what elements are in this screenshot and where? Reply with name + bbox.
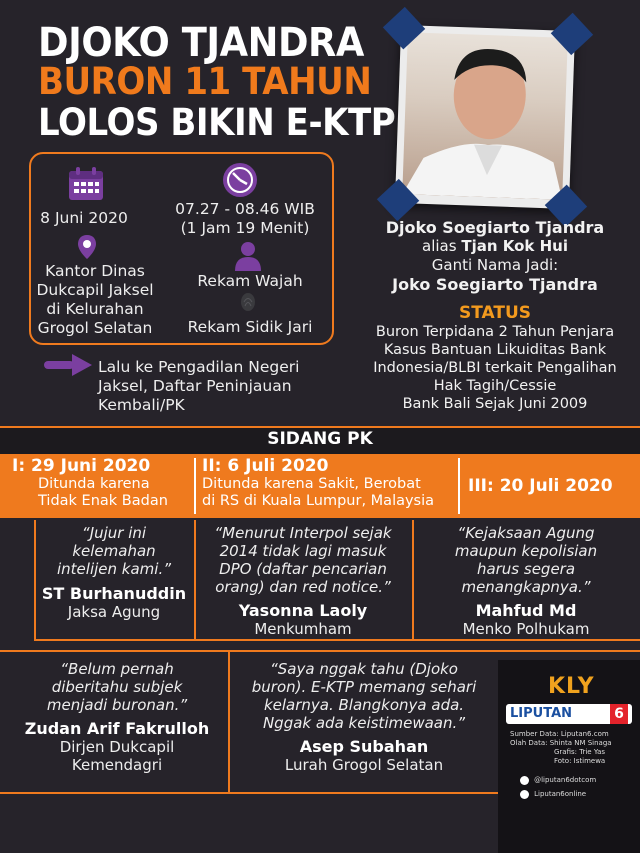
quote-speaker: Asep Subahan: [299, 737, 429, 756]
location-pin-icon: [77, 234, 97, 260]
social-twitter: @liputan6dotcom: [520, 770, 630, 782]
portrait-photo: [402, 32, 568, 199]
portrait-illustration: [402, 32, 568, 199]
phase-3-title: III: 20 Juli 2020: [468, 476, 613, 496]
phase-divider: [458, 458, 460, 514]
quote-separator: [0, 650, 640, 652]
status-label: STATUS: [458, 303, 531, 323]
facebook-icon: [520, 790, 529, 799]
title-line-1: DJOKO TJANDRA: [38, 20, 364, 66]
liputan6-logo: LIPUTAN 6: [506, 704, 632, 724]
quote-speaker: Zudan Arif Fakrulloh: [24, 719, 210, 738]
quote-yasonna: “Menurut Interpol sejak 2014 tidak lagi masuk DPO (daftar pencarian orang) dan red notice.” Yasonna Laoly Menkumham: [196, 524, 410, 638]
title-line-3: LOLOS BIKIN E-KTP: [38, 101, 396, 144]
phase-2-title: II: 6 Juli 2020: [202, 456, 329, 476]
profile-block: [350, 218, 640, 413]
info-location: Kantor Dinas Dukcapil Jaksel di Kelurahan Grogol Selatan: [36, 262, 154, 337]
status-line: Indonesia/BLBI terkait Pengalihan: [373, 360, 617, 376]
profile-alias-prefix: alias: [422, 237, 457, 255]
title-line-2: BURON 11 TAHUN: [38, 60, 372, 103]
quote-mahfud: “Kejaksaan Agung maupun kepolisian harus segera menangkapnya.” Mahfud Md Menko Polhukam: [414, 524, 638, 638]
calendar-icon: [67, 166, 105, 202]
profile-new-name: Joko Soegiarto Tjandra: [392, 275, 598, 294]
info-finger: Rekam Sidik Jari: [187, 318, 313, 336]
quote-divider: [228, 652, 230, 792]
quote-zudan: “Belum pernah diberitahu subjek menjadi buronan.” Zudan Arif Fakrulloh Dirjen Dukcapil Kemendagri: [10, 660, 224, 774]
phase-1: I: 29 Juni 2020 Ditunda karena Tidak Enak Badan: [12, 456, 192, 510]
credit-line: Grafis: Trie Yas: [554, 748, 606, 756]
quote-role: Lurah Grogol Selatan: [284, 756, 444, 774]
arrow-right-icon: [44, 354, 92, 376]
sidang-label: SIDANG PK: [267, 429, 373, 449]
quote-role: Kemendagri: [71, 756, 163, 774]
status-line: Bank Bali Sejak Juni 2009: [402, 396, 588, 412]
quote-role: Menko Polhukam: [462, 620, 590, 638]
profile-alias: Tjan Kok Hui: [461, 237, 568, 255]
profile-changed: Ganti Nama Jadi:: [431, 256, 559, 274]
profile-name: Djoko Soegiarto Tjandra: [385, 218, 605, 237]
portrait-frame: [395, 25, 575, 209]
phase-2: II: 6 Juli 2020 Ditunda karena Sakit, Berobat di RS di Kuala Lumpur, Malaysia: [202, 456, 458, 510]
status-line: Hak Tagih/Cessie: [433, 378, 557, 394]
quote-role: Menkumham: [254, 620, 352, 638]
quote-role: Dirjen Dukcapil: [59, 738, 175, 756]
phase-divider: [194, 458, 196, 514]
quote-role: Jaksa Agung: [67, 603, 161, 621]
quote-speaker: ST Burhanuddin: [41, 584, 187, 603]
phase-1-title: I: 29 Juni 2020: [12, 456, 151, 476]
credits-box: [498, 660, 640, 853]
credit-line: Foto: Istimewa: [554, 757, 606, 765]
quote-asep: “Saya nggak tahu (Djoko buron). E-KTP memang sehari kelarnya. Blangkonya ada. Nggak ada keistimewaan.” Asep Subahan Lurah Grogol Selatan: [234, 660, 494, 774]
info-next: Lalu ke Pengadilan Negeri Jaksel, Daftar Peninjauan Kembali/PK: [98, 358, 300, 414]
clock-icon: [222, 162, 258, 198]
info-duration: (1 Jam 19 Menit): [180, 219, 310, 237]
info-date: 8 Juni 2020: [40, 209, 128, 227]
quote-speaker: Yasonna Laoly: [238, 601, 368, 620]
credit-line: Sumber Data: Liputan6.com: [510, 730, 609, 738]
kly-logo: KLY: [548, 674, 595, 699]
face-scan-icon: [234, 241, 262, 271]
info-time: 07.27 - 08.46 WIB: [175, 200, 315, 218]
info-face: Rekam Wajah: [197, 272, 303, 290]
quote-separator: [0, 792, 498, 794]
status-line: Kasus Bantuan Likuiditas Bank: [383, 342, 607, 358]
quote-burhanuddin: “Jujur ini kelemahan intelijen kami.” ST Burhanuddin Jaksa Agung: [36, 524, 192, 621]
social-facebook: Liputan6online: [520, 784, 630, 796]
quote-speaker: Mahfud Md: [475, 601, 577, 620]
fingerprint-icon: [240, 292, 256, 312]
status-line: Buron Terpidana 2 Tahun Penjara: [375, 324, 615, 340]
credit-line: Olah Data: Shinta NM Sinaga: [510, 739, 612, 747]
